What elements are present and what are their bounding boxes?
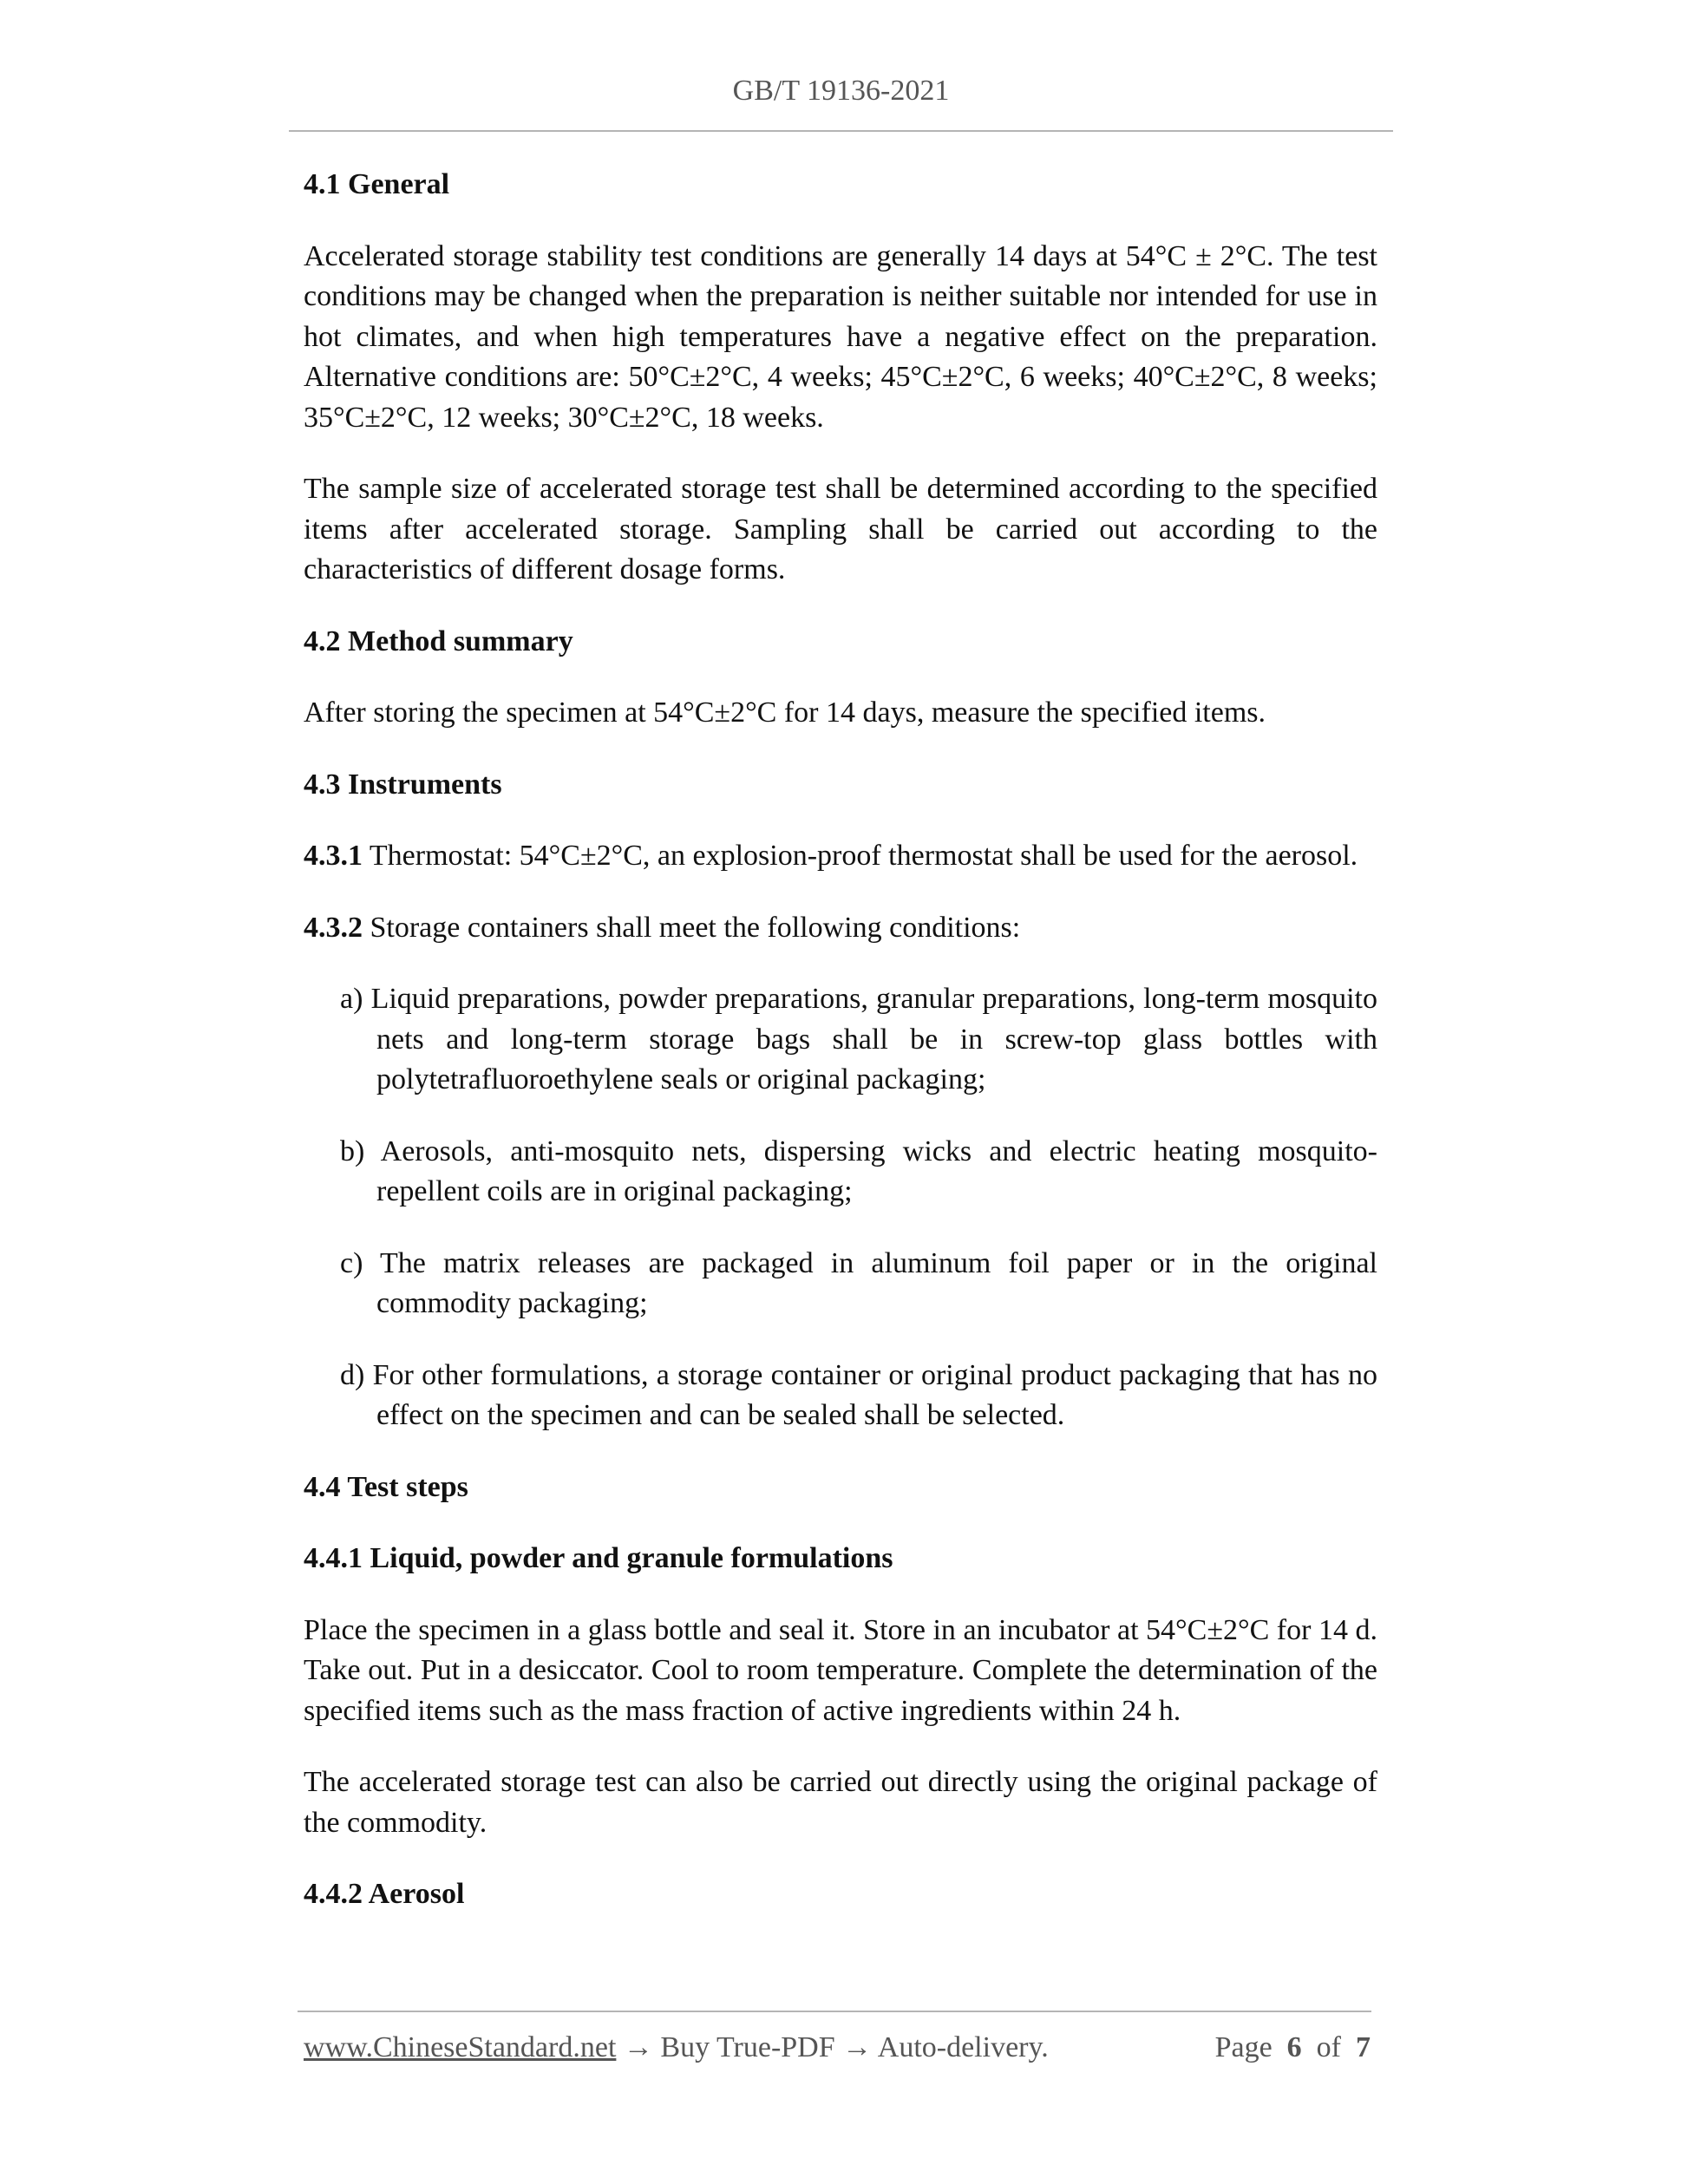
section-4-3-heading: 4.3 Instruments	[304, 768, 502, 801]
section-4-2-heading: 4.2 Method summary	[304, 624, 573, 657]
list-item: c) The matrix releases are packaged in aluminum foil paper or in the original commodity packaging;	[340, 1246, 1377, 1319]
document-body	[304, 165, 1377, 1946]
clause-4-3-1-text: Thermostat: 54°C±2°C, an explosion-proof thermostat shall be used for the aerosol.	[363, 840, 1358, 872]
of-word: of	[1316, 2031, 1341, 2063]
section-4-4-1-paragraph-1: Place the specimen in a glass bottle and seal it. Store in an incubator at 54°C±2°C for 14 d. Take out. Put in a desiccator. Cool to room temperature. Complete the determination of the specified items such as the mass fraction of active ingredients within 24 h.	[304, 1613, 1377, 1727]
page-indicator	[1215, 2031, 1371, 2064]
section-4-4-1-heading: 4.4.1 Liquid, powder and granule formulations	[304, 1542, 893, 1574]
page-total: 7	[1356, 2031, 1371, 2063]
page-current: 6	[1286, 2031, 1302, 2063]
page-header: GB/T 19136-2021	[732, 75, 950, 107]
section-4-4-1-paragraph-2: The accelerated storage test can also be carried out directly using the original package of the commodity.	[304, 1766, 1377, 1839]
list-item: a) Liquid preparations, powder preparations, granular preparations, long-term mosquito nets and long-term storage bags shall be in screw-top glass bottles with polytetrafluoroethylene seals or original packaging;	[340, 983, 1377, 1095]
section-4-1-heading: 4.1 General	[304, 168, 450, 200]
footer-divider	[298, 2011, 1371, 2012]
section-4-4-2-heading: 4.4.2 Aerosol	[304, 1878, 465, 1910]
list-item: b) Aerosols, anti-mosquito nets, dispersing wicks and electric heating mosquito-repellent coils are in original packaging;	[340, 1135, 1377, 1207]
website-link[interactable]: www.ChineseStandard.net	[304, 2031, 617, 2063]
clause-4-3-2-text: Storage containers shall meet the following conditions:	[363, 911, 1021, 944]
footer-promo	[304, 2031, 1049, 2064]
section-4-1-paragraph-1: Accelerated storage stability test conditions are generally 14 days at 54°C ± 2°C. The test conditions may be changed when the preparation is neither suitable nor intended for use in hot climates, and when high temperatures have a negative effect on the preparation. Alternative conditions are: 50°C±2°C, 4 weeks; 45°C±2°C, 6 weeks; 40°C±2°C, 8 weeks; 35°C±2°C, 12 weeks; 30°C±2°C, 18 weeks.	[304, 239, 1377, 434]
clause-4-3-2-number: 4.3.2	[304, 911, 363, 944]
clause-4-3-2	[304, 908, 1377, 949]
section-4-2-paragraph: After storing the specimen at 54°C±2°C for 14 days, measure the specified items.	[304, 696, 1266, 729]
section-4-1-paragraph-2: The sample size of accelerated storage test shall be determined according to the specified items after accelerated storage. Sampling shall be carried out according to the characteristics of different dosage forms.	[304, 473, 1377, 585]
list-item: d) For other formulations, a storage container or original product packaging that has no effect on the specimen and can be sealed shall be selected.	[340, 1358, 1377, 1431]
page-word: Page	[1214, 2031, 1273, 2063]
header-divider	[289, 130, 1393, 132]
clause-4-3-1-number: 4.3.1	[304, 840, 363, 872]
footer-tagline: → Buy True-PDF → Auto-delivery.	[616, 2031, 1049, 2063]
container-conditions-list	[304, 979, 1377, 1436]
clause-4-3-1	[304, 836, 1377, 877]
section-4-4-heading: 4.4 Test steps	[304, 1470, 468, 1503]
